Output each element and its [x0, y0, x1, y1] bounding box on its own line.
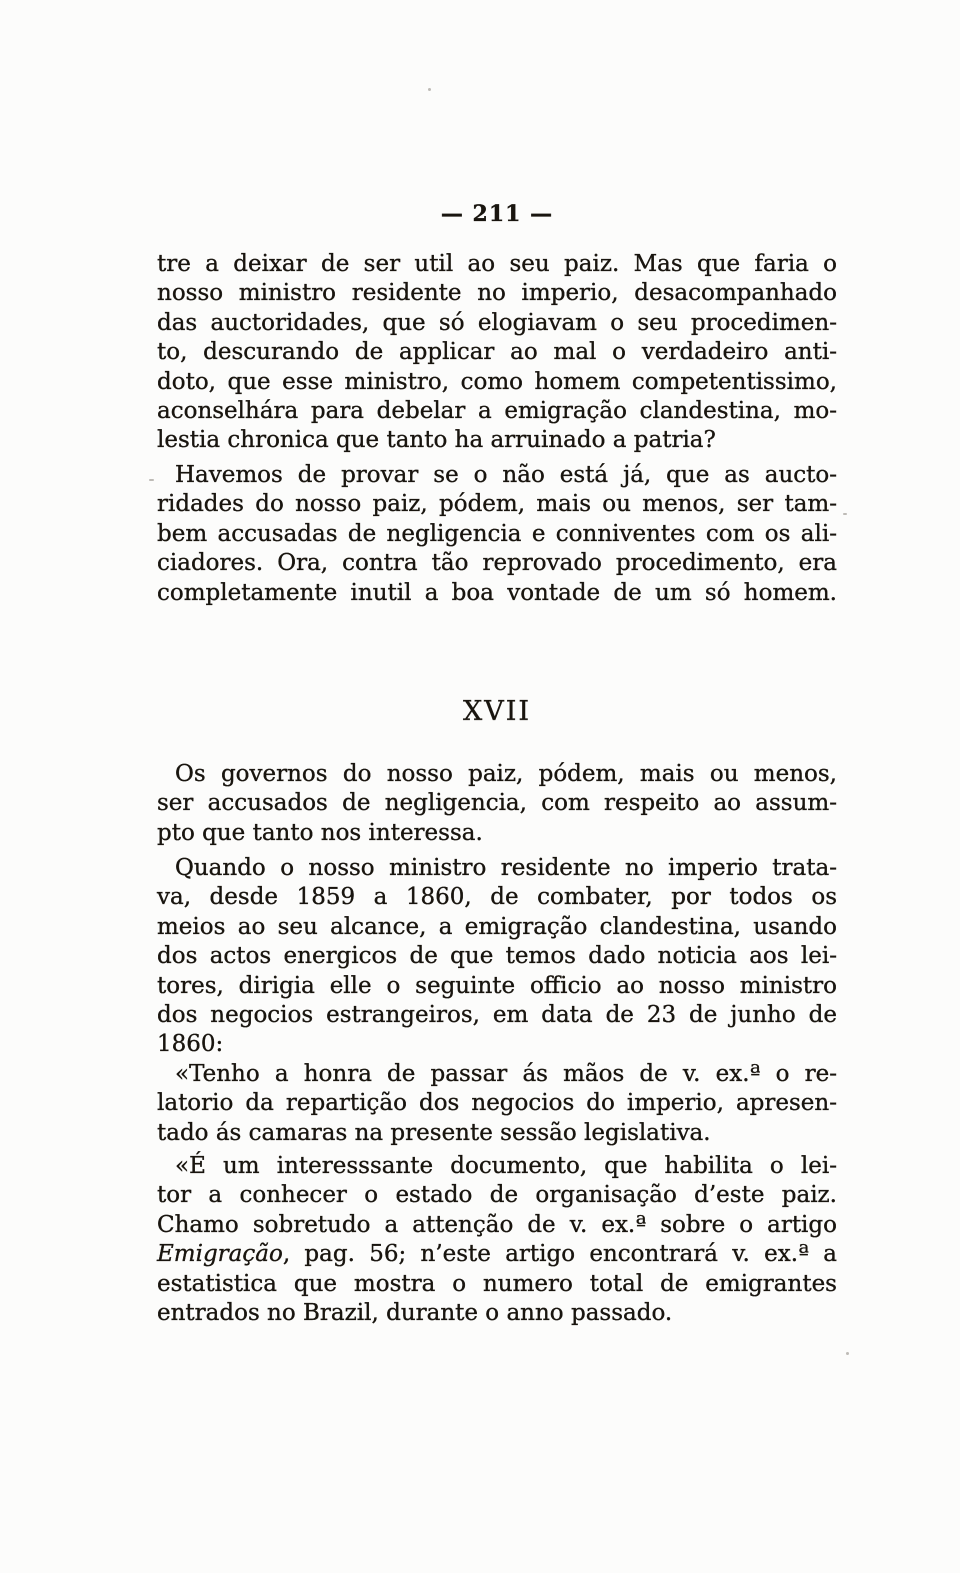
text-line: latorio da repartição dos negocios do imperio, apresen- [157, 1090, 837, 1117]
text-line: ciadores. Ora, contra tão reprovado procedimento, era [157, 550, 837, 577]
chapter-heading: XVII [462, 696, 532, 727]
text-line: Chamo sobretudo a attenção de v. ex.ª sobre o artigo [157, 1211, 837, 1238]
text-line: tado ás camaras na presente sessão legislativa. [157, 1119, 711, 1146]
paragraph-5 [157, 1060, 837, 1148]
text-line: 1860: [157, 1031, 224, 1058]
text-line: pto que tanto nos interessa. [157, 819, 483, 846]
paragraph-3 [157, 760, 837, 848]
text-line: «É um interesssante documento, que habilita o lei- [175, 1153, 837, 1179]
text-line: tor a conhecer o estado de organisação d’este paiz. [157, 1182, 837, 1209]
text-line: das auctoridades, que só elogiavam o seu procedimen- [157, 309, 837, 336]
text-line: ser accusados de negligencia, com respeito ao assum- [157, 790, 837, 817]
text-line-with-italic [157, 1240, 837, 1269]
text-line: completamente inutil a boa vontade de um só homem. [157, 579, 837, 606]
text-line: va, desde 1859 a 1860, de combater, por todos os [157, 884, 837, 911]
paragraph-4 [157, 854, 837, 1060]
paragraph-6 [157, 1152, 837, 1328]
text-line: Quando o nosso ministro residente no imperio trata- [175, 855, 837, 881]
text-line: lestia chronica que tanto ha arruinado a patria? [157, 427, 716, 454]
text-line: aconselhára para debelar a emigração clandestina, mo- [157, 398, 837, 425]
page-number: — 211 — [440, 201, 554, 227]
text-line: Os governos do nosso paiz, pódem, mais ou menos, [175, 761, 837, 787]
italic-word: Emigração [157, 1241, 283, 1268]
scan-speckle [428, 88, 431, 91]
text-line: entrados no Brazil, durante o anno passado. [157, 1300, 673, 1327]
scan-speckle [846, 1352, 849, 1355]
text-line: «Tenho a honra de passar ás mãos de v. ex.ª o re- [175, 1061, 837, 1087]
text-line: Havemos de provar se o não está já, que as aucto- [175, 462, 837, 488]
scan-speckle [149, 479, 154, 481]
text-line: tre a deixar de ser util ao seu paiz. Mas que faria o [157, 251, 837, 277]
paragraph-1 [157, 250, 837, 456]
text-line: dos actos energicos de que temos dado noticia aos lei- [157, 943, 837, 970]
text-line: to, descurando de applicar ao mal o verdadeiro anti- [157, 339, 837, 366]
text-line: ridades do nosso paiz, pódem, mais ou menos, ser tam- [157, 491, 837, 518]
text-line: dos negocios estrangeiros, em data de 23 de junho de [157, 1002, 837, 1029]
scan-speckle [843, 513, 847, 515]
text-line-rest: , pag. 56; n’este artigo encontrará v. ex.ª a [282, 1241, 837, 1268]
text-line: doto, que esse ministro, como homem competentissimo, [157, 368, 837, 395]
text-line: estatistica que mostra o numero total de emigrantes [157, 1270, 837, 1297]
text-line: nosso ministro residente no imperio, desacompanhado [157, 280, 837, 307]
text-line: meios ao seu alcance, a emigração clandestina, usando [157, 913, 837, 940]
text-line: bem accusadas de negligencia e conniventes com os ali- [157, 520, 837, 547]
text-line: tores, dirigia elle o seguinte officio ao nosso ministro [157, 972, 837, 999]
paragraph-2 [157, 461, 837, 608]
